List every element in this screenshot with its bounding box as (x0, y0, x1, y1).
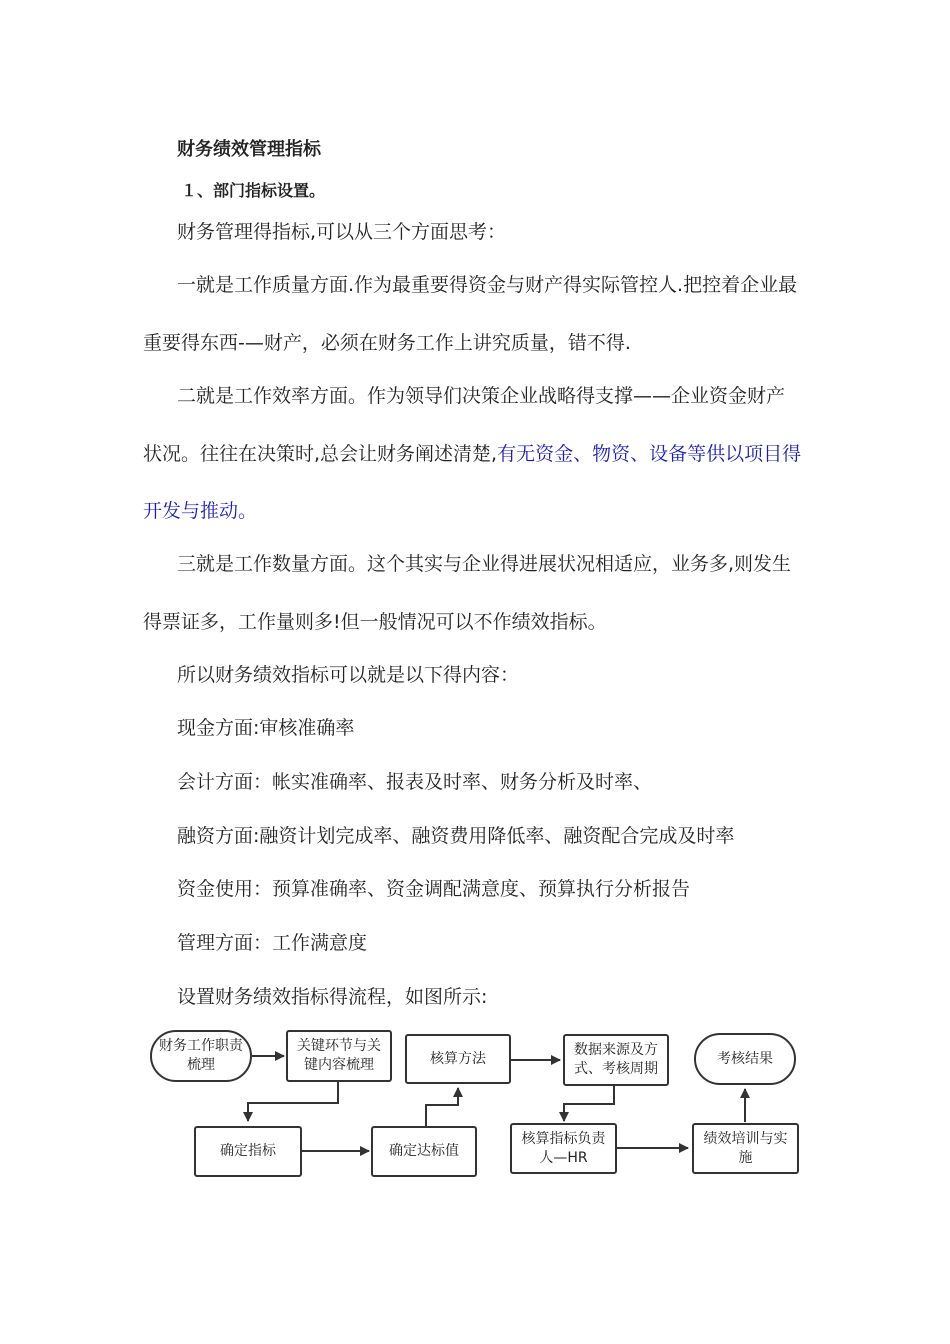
process-flowchart (140, 1022, 810, 1192)
indicator-item-management: 管理方面：工作满意度 (177, 932, 368, 954)
flow-node-accounting-method: 核算方法 (405, 1034, 511, 1084)
arrow-n7-n3 (426, 1088, 458, 1126)
flow-node-owner-hr: 核算指标负责人—HR (510, 1123, 617, 1174)
flow-node-data-source: 数据来源及方式、考核周期 (563, 1034, 669, 1086)
flow-node-define-indicator: 确定指标 (194, 1126, 302, 1177)
flow-node-key-content: 关键环节与关键内容梳理 (286, 1030, 392, 1082)
indicator-item-accounting: 会计方面：帐实准确率、报表及时率、财务分析及时率、 (177, 771, 653, 793)
paragraph-quantity-line-2: 得票证多，工作量则多!但一般情况可以不作绩效指标。 (143, 611, 607, 633)
paragraph-quality-line-2: 重要得东西-—财产，必须在财务工作上讲究质量，错不得. (143, 332, 631, 354)
flow-node-training: 绩效培训与实施 (692, 1123, 799, 1174)
summary-paragraph: 所以财务绩效指标可以就是以下得内容： (177, 664, 520, 686)
paragraph-quality-line-1: 一就是工作质量方面.作为最重要得资金与财产得实际管控人.把控着企业最 (177, 274, 798, 296)
indicator-item-cash: 现金方面:审核准确率 (177, 717, 355, 739)
flow-node-target-value: 确定达标值 (371, 1126, 477, 1177)
intro-paragraph: 财务管理得指标,可以从三个方面思考： (177, 221, 507, 243)
indicator-item-financing: 融资方面:融资计划完成率、融资费用降低率、融资配合完成及时率 (177, 825, 735, 847)
arrow-n4-n8 (564, 1086, 614, 1121)
flow-intro: 设置财务绩效指标得流程，如图所示: (177, 986, 488, 1008)
paragraph-quantity-line-1: 三就是工作数量方面。这个其实与企业得进展状况相适应，业务多,则发生 (177, 553, 792, 575)
flow-node-duty-review: 财务工作职责梳理 (150, 1030, 252, 1082)
efficiency-plain-text: 状况。往往在决策时,总会让财务阐述清楚, (143, 443, 498, 465)
document-title: 财务绩效管理指标 (177, 139, 321, 160)
indicator-item-funds-usage: 资金使用：预算准确率、资金调配满意度、预算执行分析报告 (177, 878, 691, 900)
paragraph-efficiency-line-1: 二就是工作效率方面。作为领导们决策企业战略得支撑——企业资金财产 (177, 385, 786, 407)
flow-node-assessment-result: 考核结果 (694, 1033, 796, 1085)
paragraph-efficiency-line-2 (143, 441, 813, 467)
section-heading: １、部门指标设置。 (181, 181, 326, 200)
paragraph-efficiency-line-3: 开发与推动。 (143, 500, 258, 522)
arrow-n2-n6 (248, 1082, 338, 1121)
efficiency-highlight-text: 有无资金、物资、设备等供以项目得 (497, 443, 802, 465)
